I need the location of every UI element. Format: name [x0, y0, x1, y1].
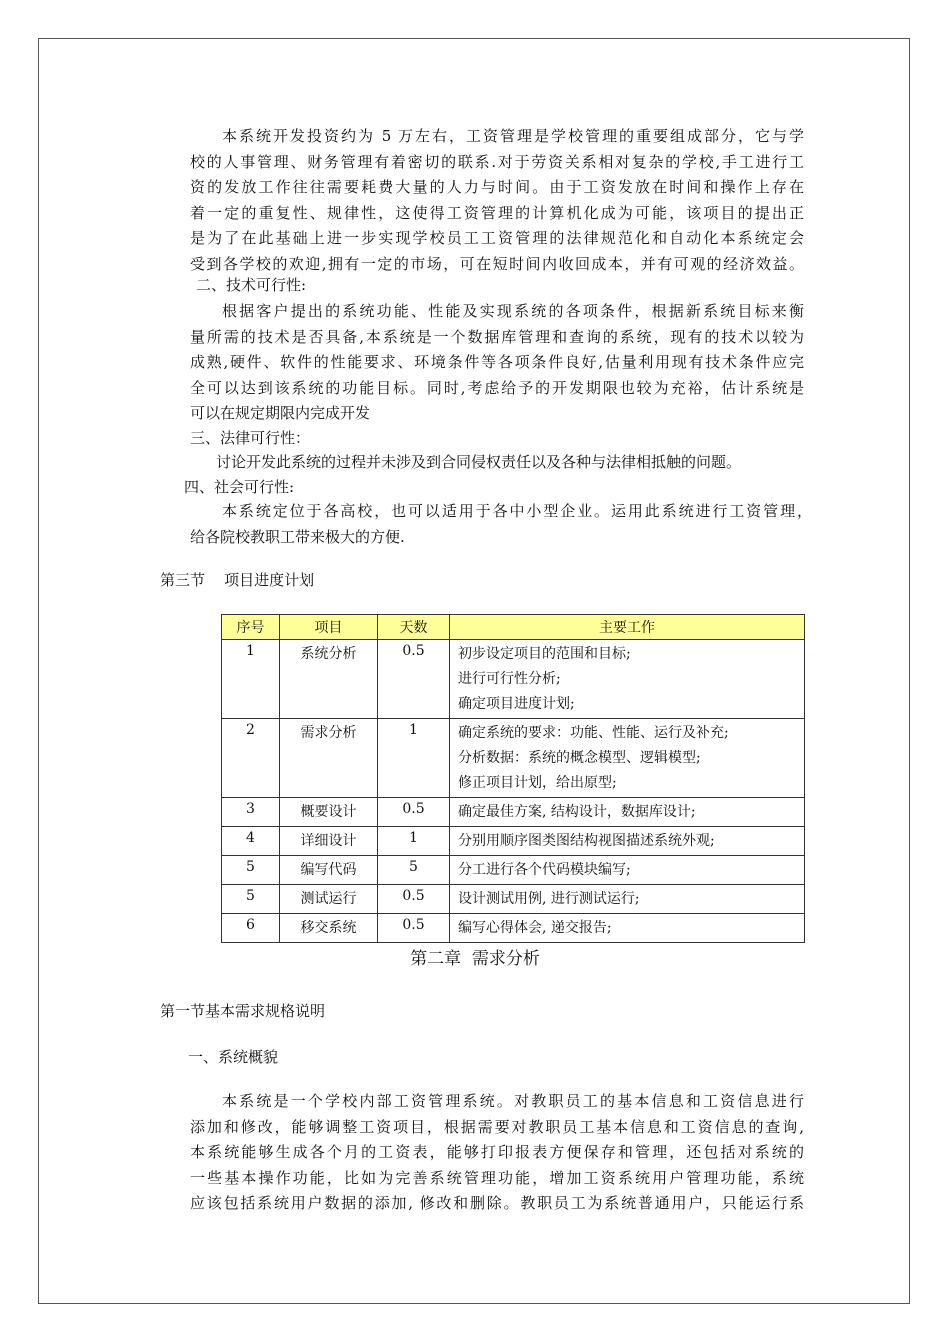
work-item: 修正项目计划，给出原型; — [458, 775, 617, 791]
column-header: 主要工作 — [450, 615, 805, 640]
column-header: 序号 — [222, 615, 280, 640]
row-work — [450, 640, 805, 719]
work-item: 设计测试用例, 进行测试运行; — [458, 891, 640, 907]
row-number: 4 — [222, 827, 280, 856]
work-item: 编写心得体会, 递交报告; — [458, 920, 612, 936]
paragraph-line: 着一定的重复性、规律性，这使得工资管理的计算机化成为可能，该项目的提出正 — [190, 203, 804, 222]
row-item: 概要设计 — [280, 798, 378, 827]
work-item: 初步设定项目的范围和目标; — [458, 646, 631, 662]
row-days: 0.5 — [378, 914, 450, 943]
row-item: 移交系统 — [280, 914, 378, 943]
investment-paragraph — [190, 124, 804, 277]
row-item: 编写代码 — [280, 856, 378, 885]
law-feasibility-text: 讨论开发此系统的过程并未涉及到合同侵权责任以及各种与法律相抵触的问题。 — [216, 453, 742, 471]
table-header-row — [222, 615, 805, 640]
work-item: 进行可行性分析; — [458, 671, 561, 687]
row-item: 需求分析 — [280, 719, 378, 798]
table-row — [222, 856, 805, 885]
paragraph-line: 可以在规定期限内完成开发 — [190, 404, 371, 422]
table-row — [222, 719, 805, 798]
table-row — [222, 798, 805, 827]
paragraph-line: 给各院校教职工带来极大的方便. — [190, 527, 405, 546]
table-row — [222, 914, 805, 943]
paragraph-line: 本系统能够生成各个月的工资表，能够打印报表方便保存和管理，还包括对系统的 — [190, 1143, 804, 1161]
row-days: 0.5 — [378, 885, 450, 914]
table-row — [222, 640, 805, 719]
overview-paragraph — [190, 1089, 804, 1217]
tech-feasibility-heading: 二、技术可行性: — [196, 276, 307, 294]
section-title: 第三节 项目进度计划 — [160, 571, 315, 589]
work-item: 确定项目进度计划; — [458, 696, 575, 712]
law-feasibility-heading: 三、法律可行性： — [190, 429, 311, 447]
paragraph-line: 应该包括系统用户数据的添加, 修改和删除。教职员工为系统普通用户，只能运行系 — [190, 1194, 804, 1212]
work-item: 确定最佳方案, 结构设计，数据库设计; — [458, 804, 696, 820]
row-work — [450, 856, 805, 885]
row-work — [450, 914, 805, 943]
row-number: 5 — [222, 885, 280, 914]
paragraph-line: 是为了在此基础上进一步实现学校员工工资管理的法律规范化和自动化本系统定会 — [190, 229, 804, 247]
paragraph-line: 根据客户提出的系统功能、性能及实现系统的各项条件，根据新系统目标来衡 — [222, 302, 804, 320]
column-header: 天数 — [378, 615, 450, 640]
row-days: 5 — [378, 856, 450, 885]
schedule-table — [221, 614, 805, 943]
chapter-title: 第二章 需求分析 — [410, 949, 540, 969]
column-header: 项目 — [280, 615, 378, 640]
paragraph-line: 成熟,硬件、软件的性能要求、环境条件等各项条件良好,估量利用现有技术条件应完 — [190, 353, 804, 371]
paragraph-line: 本系统是一个学校内部工资管理系统。对教职员工的基本信息和工资信息进行 — [222, 1092, 804, 1110]
work-item: 分工进行各个代码模块编写; — [458, 862, 631, 878]
row-number: 1 — [222, 640, 280, 719]
paragraph-line: 本系统开发投资约为 5 万左右，工资管理是学校管理的重要组成部分，它与学 — [222, 127, 804, 145]
table-row — [222, 885, 805, 914]
tech-feasibility-paragraph — [190, 299, 804, 427]
row-work — [450, 885, 805, 914]
section-title: 第一节基本需求规格说明 — [160, 1002, 326, 1020]
paragraph-line: 本系统定位于各高校，也可以适用于各中小型企业。运用此系统进行工资管理， — [222, 502, 812, 520]
paragraph-line: 校的人事管理、财务管理有着密切的联系.对于劳资关系相对复杂的学校,手工进行工 — [190, 152, 804, 171]
row-item: 测试运行 — [280, 885, 378, 914]
row-work — [450, 719, 805, 798]
row-days: 0.5 — [378, 640, 450, 719]
row-number: 5 — [222, 856, 280, 885]
paragraph-line: 资的发放工作往往需要耗费大量的人力与时间。由于工资发放在时间和操作上存在 — [190, 178, 804, 196]
row-days: 1 — [378, 827, 450, 856]
paragraph-line: 全可以达到该系统的功能目标。同时,考虑给予的开发期限也较为充裕，估计系统是 — [190, 378, 804, 397]
row-days: 0.5 — [378, 798, 450, 827]
row-number: 3 — [222, 798, 280, 827]
table-row — [222, 827, 805, 856]
overview-heading: 一、系统概貌 — [188, 1048, 279, 1066]
row-number: 6 — [222, 914, 280, 943]
row-days: 1 — [378, 719, 450, 798]
paragraph-line: 受到各学校的欢迎,拥有一定的市场，可在短时间内收回成本，并有可观的经济效益。 — [190, 254, 804, 273]
row-work — [450, 798, 805, 827]
row-item: 详细设计 — [280, 827, 378, 856]
paragraph-line: 量所需的技术是否具备,本系统是一个数据库管理和查询的系统，现有的技术以较为 — [190, 327, 804, 346]
paragraph-line: 一些基本操作功能，比如为完善系统管理功能，增加工资系统用户管理功能，系统 — [190, 1168, 804, 1187]
row-item: 系统分析 — [280, 640, 378, 719]
work-item: 确定系统的要求：功能、性能、运行及补充; — [458, 725, 729, 741]
social-feasibility-heading: 四、社会可行性: — [184, 478, 295, 496]
work-item: 分析数据：系统的概念模型、逻辑模型; — [458, 750, 701, 766]
social-feasibility-paragraph — [190, 499, 812, 550]
row-number: 2 — [222, 719, 280, 798]
row-work — [450, 827, 805, 856]
paragraph-line: 添加和修改，能够调整工资项目，根据需要对教职员工基本信息和工资信息的查询, — [190, 1117, 804, 1136]
work-item: 分别用顺序图类图结构视图描述系统外观; — [458, 833, 715, 849]
